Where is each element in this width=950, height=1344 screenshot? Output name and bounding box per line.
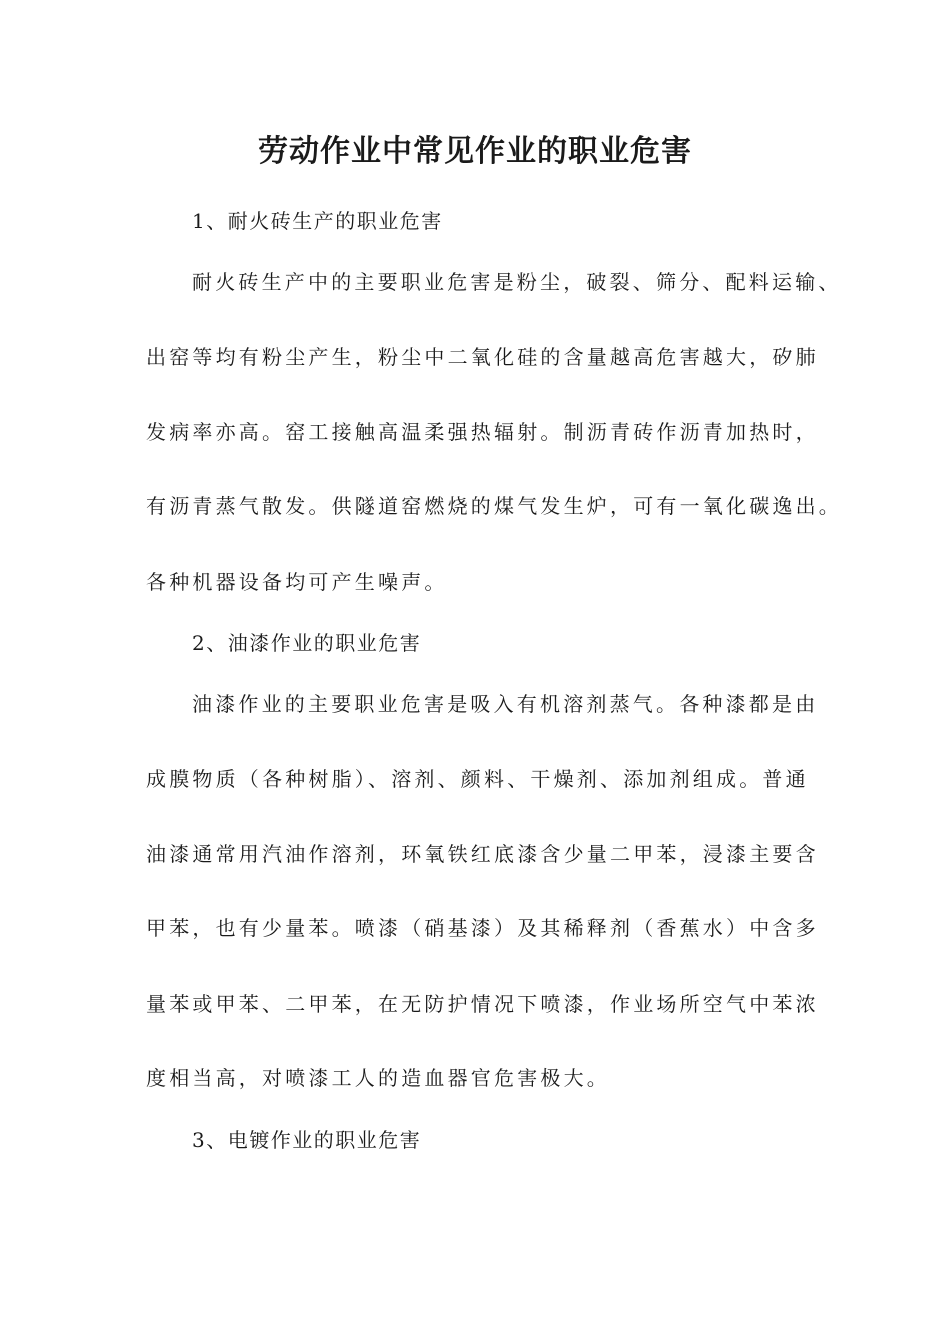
paragraph-line: 发病率亦高。窑工接触高温柔强热辐射。制沥青砖作沥青加热时， [146, 420, 819, 444]
section-heading: 2、油漆作业的职业危害 [192, 631, 422, 655]
section-heading: 3、电镀作业的职业危害 [192, 1128, 422, 1152]
paragraph-line: 出窑等均有粉尘产生，粉尘中二氧化硅的含量越高危害越大，矽肺 [146, 345, 819, 369]
paragraph-line: 油漆通常用汽油作溶剂，环氧铁红底漆含少量二甲苯，浸漆主要含 [146, 842, 819, 866]
paragraph-line: 度相当高，对喷漆工人的造血器官危害极大。 [146, 1066, 610, 1090]
paragraph-line: 有沥青蒸气散发。供隧道窑燃烧的煤气发生炉，可有一氧化碳逸出。 [146, 494, 842, 518]
document-title: 劳动作业中常见作业的职业危害 [258, 134, 692, 169]
paragraph-line: 成膜物质（各种树脂）、溶剂、颜料、干燥剂、添加剂组成。普通 [146, 767, 809, 791]
paragraph-line: 甲苯，也有少量苯。喷漆（硝基漆）及其稀释剂（香蕉水）中含多 [146, 916, 819, 940]
paragraph-line: 量苯或甲苯、二甲苯，在无防护情况下喷漆，作业场所空气中苯浓 [146, 992, 819, 1016]
paragraph-line: 油漆作业的主要职业危害是吸入有机溶剂蒸气。各种漆都是由 [192, 692, 819, 716]
section-heading: 1、耐火砖生产的职业危害 [192, 209, 443, 233]
paragraph-line: 各种机器设备均可产生噪声。 [146, 570, 448, 594]
paragraph-line: 耐火砖生产中的主要职业危害是粉尘，破裂、筛分、配料运输、 [192, 270, 842, 294]
